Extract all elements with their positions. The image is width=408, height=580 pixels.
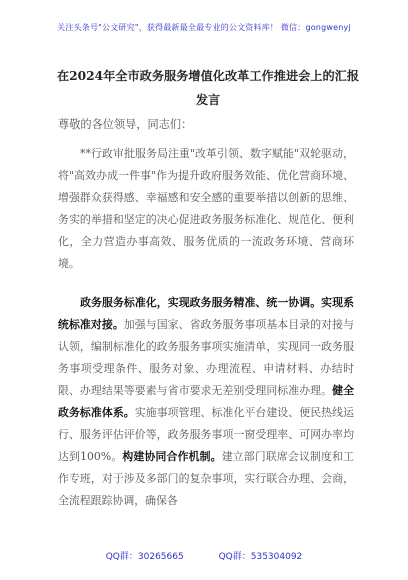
qq-group-2: QQ群：535304092 <box>218 552 303 562</box>
qq-group-1: QQ群：30265665 <box>105 552 184 562</box>
footer-qq-groups <box>0 549 408 562</box>
salutation: 尊敬的各位领导，同志们： <box>58 118 193 131</box>
paragraph-1-text: **行政审批服务局注重"改革引领、数字赋能"双轮驱动，将"高效办成一件事"作为提升政府服务效能、优化营商环境、增强群众获得感、幸福感和安全感的重要举措以创新的思维、务实的举措和坚定的决心促进政务服务标准化、规范化、便利化，全力营造办事高效、服务优质的一流政务环境、营商环境。 <box>58 147 354 271</box>
heading-standardization: 政务服务标准化，实现政务服务精准、统一协调。实现系统标准对接。 <box>58 295 354 331</box>
heading-standard-system: 健全政务标准体系。 <box>58 383 354 420</box>
paragraph-2-text-1: 加强与国家、省政务服务事项基本目录的对接与认领，编制标准化的政务服务事项实施清单，实现同一政务服务事项受理条件、服务对象、办理流程、申请材料、办结时限、办理结果等要素与省市要求无差别受理同标准办理。 <box>58 317 354 397</box>
heading-collaboration: 构建协同合作机制。 <box>122 450 222 464</box>
document-title: 在2024年全市政务服务增值化改革工作推进会上的汇报发言 <box>56 69 360 107</box>
paragraph-1 <box>58 143 354 276</box>
paragraph-2-text-2: 实施事项管理、标准化平台建设、便民热线运行、服务评估评价等，政务服务事项一窗受理率、可网办率均达到100%。 <box>58 406 354 464</box>
header-banner: 关注头条号"公文研究"，获得最新最全最专业的公文资料库！ 微信：gongwenyj <box>57 23 351 32</box>
paragraph-2 <box>58 292 354 513</box>
document-body <box>58 143 354 513</box>
paragraph-2-text-3: 建立部门联席会议制度和工作专班，对于涉及多部门的复杂事项，实行联合办理、会商，全流程跟踪协调，确保各 <box>58 450 354 508</box>
